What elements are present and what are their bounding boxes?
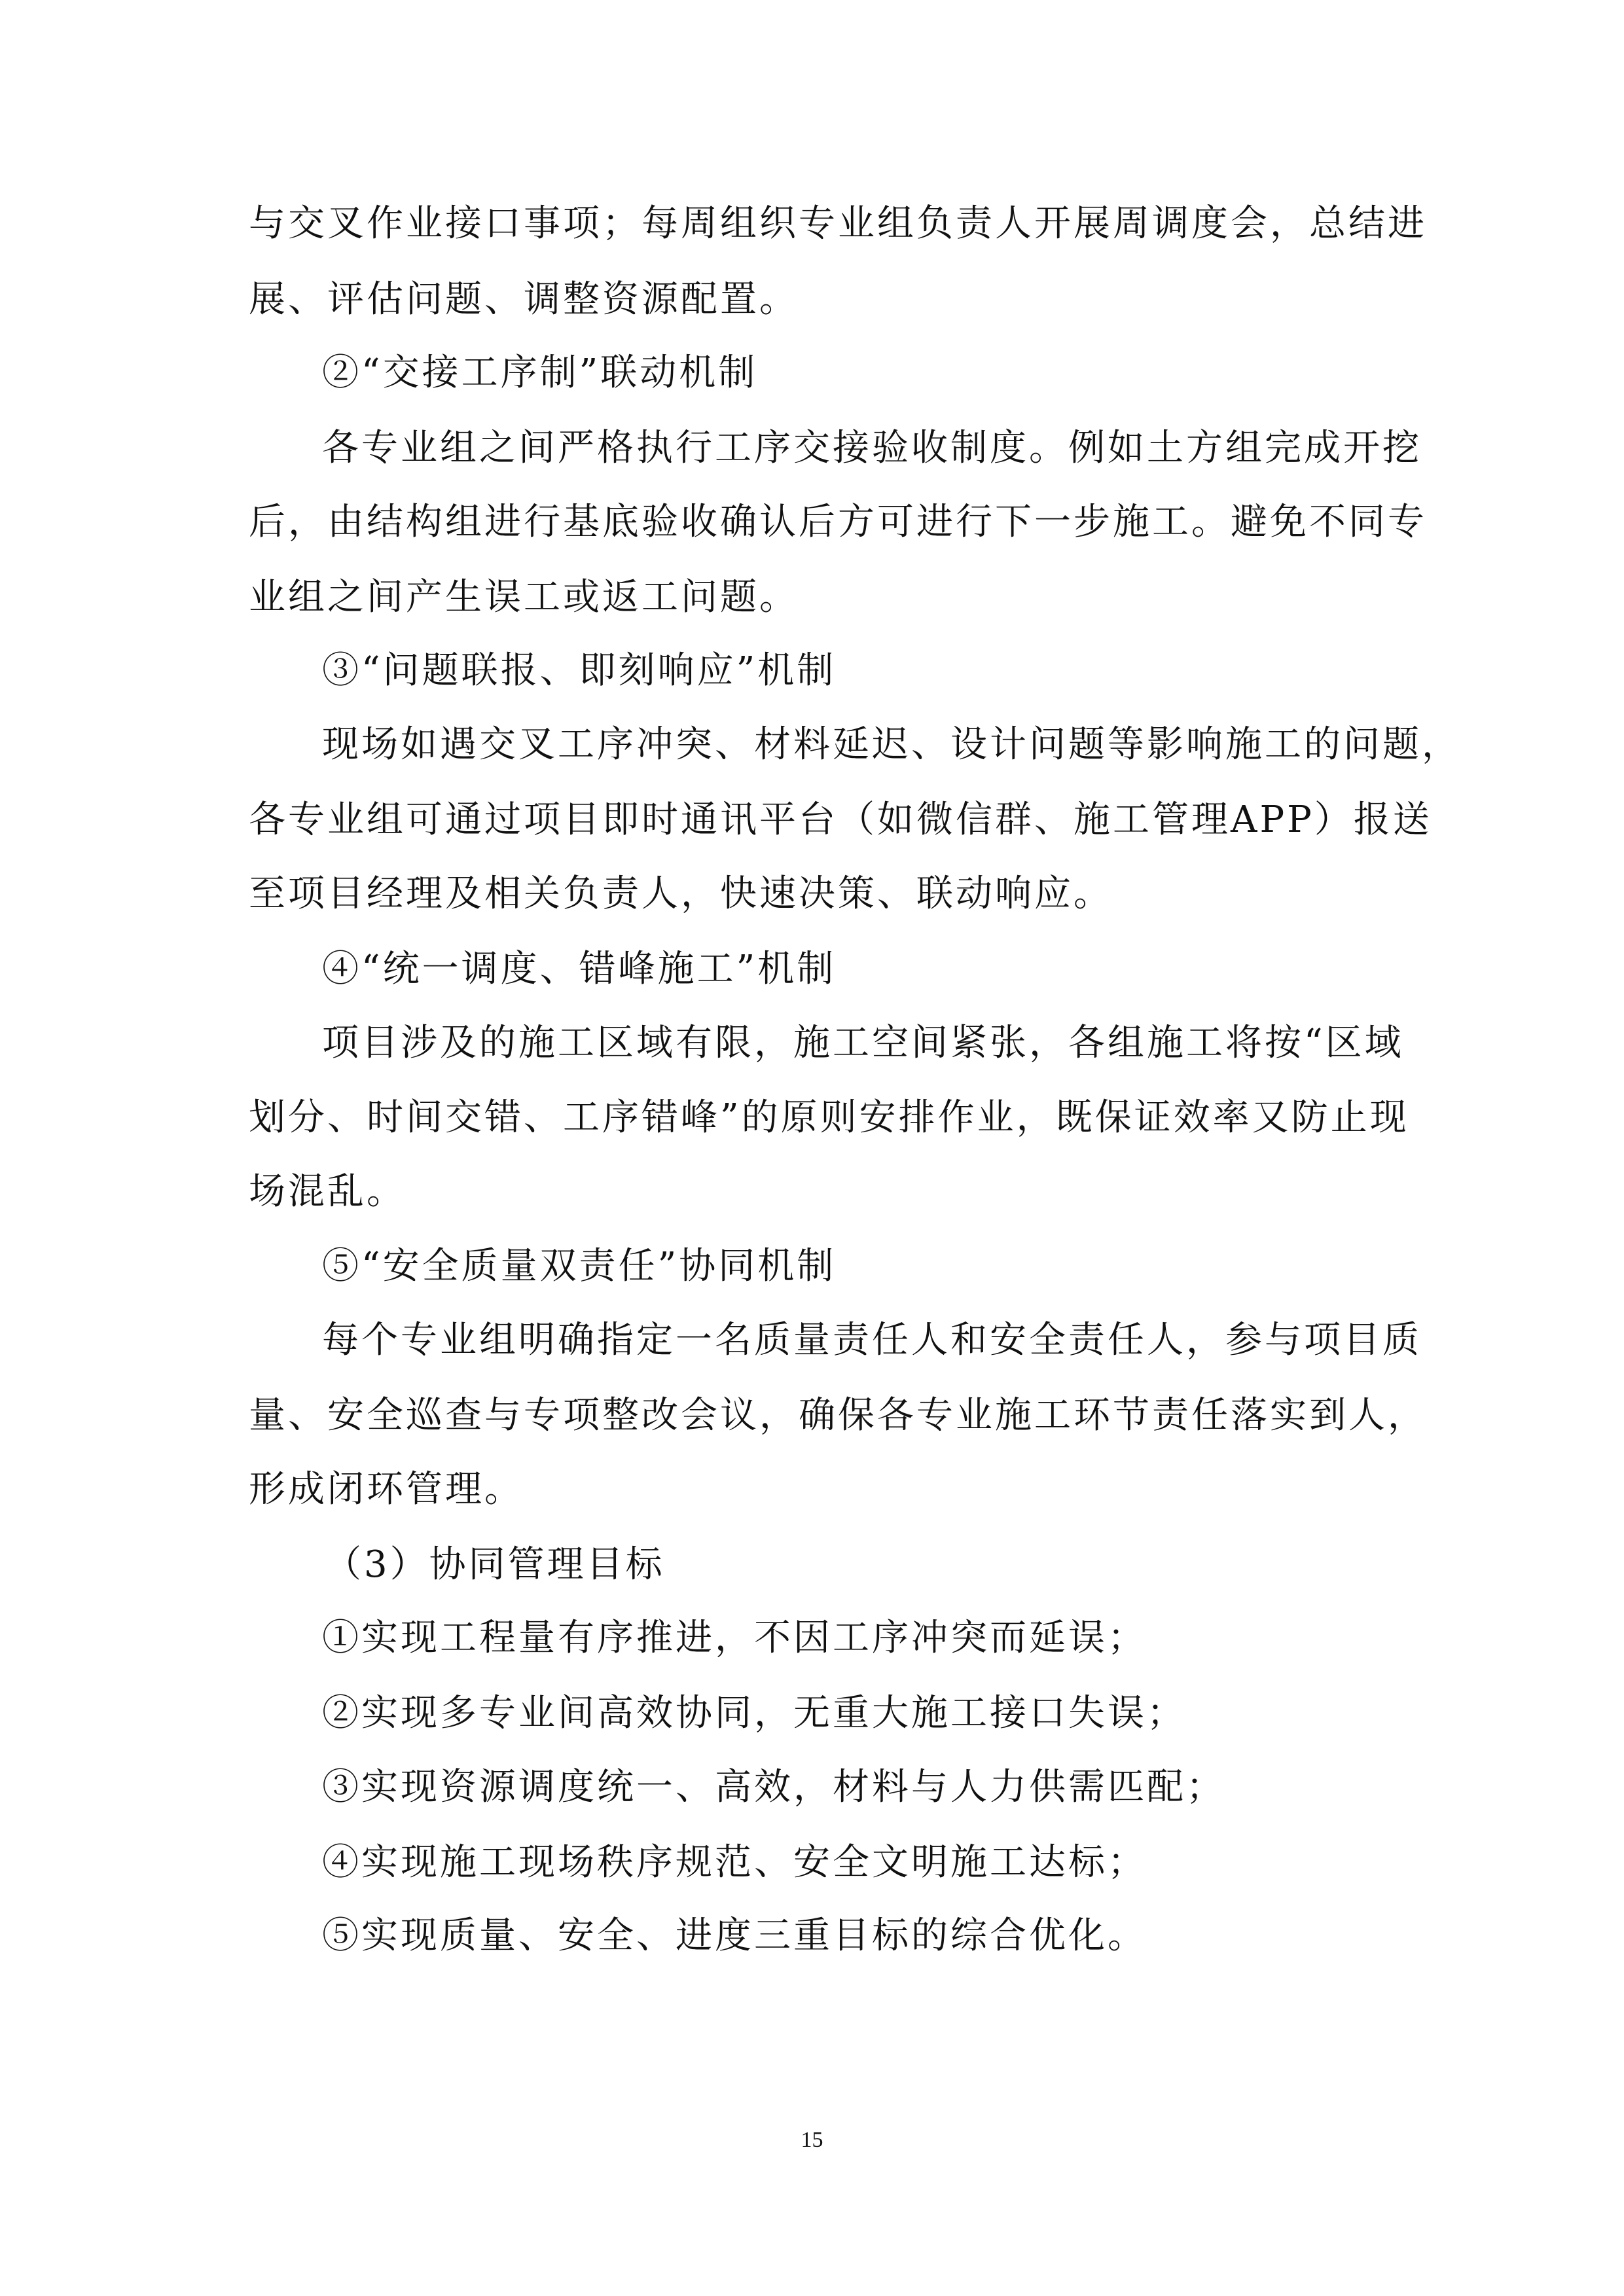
goal-item-1: ①实现工程量有序推进，不因工序冲突而延误； — [322, 1617, 1147, 1659]
paragraph-line-4: 后，由结构组进行基底验收确认后方可进行下一步施工。避免不同专 — [249, 501, 1427, 543]
paragraph-line-10: 划分、时间交错、工序错峰”的原则安排作业，既保证效率又防止现 — [249, 1096, 1409, 1139]
paragraph-line-5: 业组之间产生误工或返工问题。 — [249, 576, 799, 619]
section-heading-2: ②“交接工序制”联动机制 — [322, 351, 758, 394]
goal-item-5: ⑤实现质量、安全、进度三重目标的综合优化。 — [322, 1914, 1147, 1957]
paragraph-line-13: 量、安全巡查与专项整改会议，确保各专业施工环节责任落实到人， — [249, 1394, 1427, 1437]
paragraph-line-8: 至项目经理及相关负责人，快速决策、联动响应。 — [249, 872, 1113, 915]
paragraph-line-9: 项目涉及的施工区域有限，施工空间紧张，各组施工将按“区域 — [322, 1022, 1404, 1064]
paragraph-line-7: 各专业组可通过项目即时通讯平台（如微信群、施工管理APP）报送 — [249, 798, 1432, 841]
paragraph-line-2: 展、评估问题、调整资源配置。 — [249, 278, 799, 321]
section-heading-5: ⑤“安全质量双责任”协同机制 — [322, 1245, 837, 1287]
paragraph-line-12: 每个专业组明确指定一名质量责任人和安全责任人，参与项目质 — [322, 1319, 1422, 1361]
subsection-heading: （3）协同管理目标 — [325, 1543, 665, 1586]
paragraph-line-1: 与交叉作业接口事项；每周组织专业组负责人开展周调度会，总结进 — [249, 202, 1427, 245]
page-number: 15 — [801, 2128, 823, 2152]
paragraph-line-3: 各专业组之间严格执行工序交接验收制度。例如土方组完成开挖 — [322, 427, 1422, 469]
goal-item-2: ②实现多专业间高效协同，无重大施工接口失误； — [322, 1692, 1186, 1734]
paragraph-line-6: 现场如遇交叉工序冲突、材料延迟、设计问题等影响施工的问题， — [322, 723, 1461, 766]
goal-item-3: ③实现资源调度统一、高效，材料与人力供需匹配； — [322, 1766, 1225, 1808]
paragraph-line-11: 场混乱。 — [249, 1170, 406, 1213]
paragraph-line-14: 形成闭环管理。 — [249, 1468, 524, 1511]
section-heading-3: ③“问题联报、即刻响应”机制 — [322, 649, 837, 692]
section-heading-4: ④“统一调度、错峰施工”机制 — [322, 948, 837, 990]
goal-item-4: ④实现施工现场秩序规范、安全文明施工达标； — [322, 1841, 1147, 1884]
